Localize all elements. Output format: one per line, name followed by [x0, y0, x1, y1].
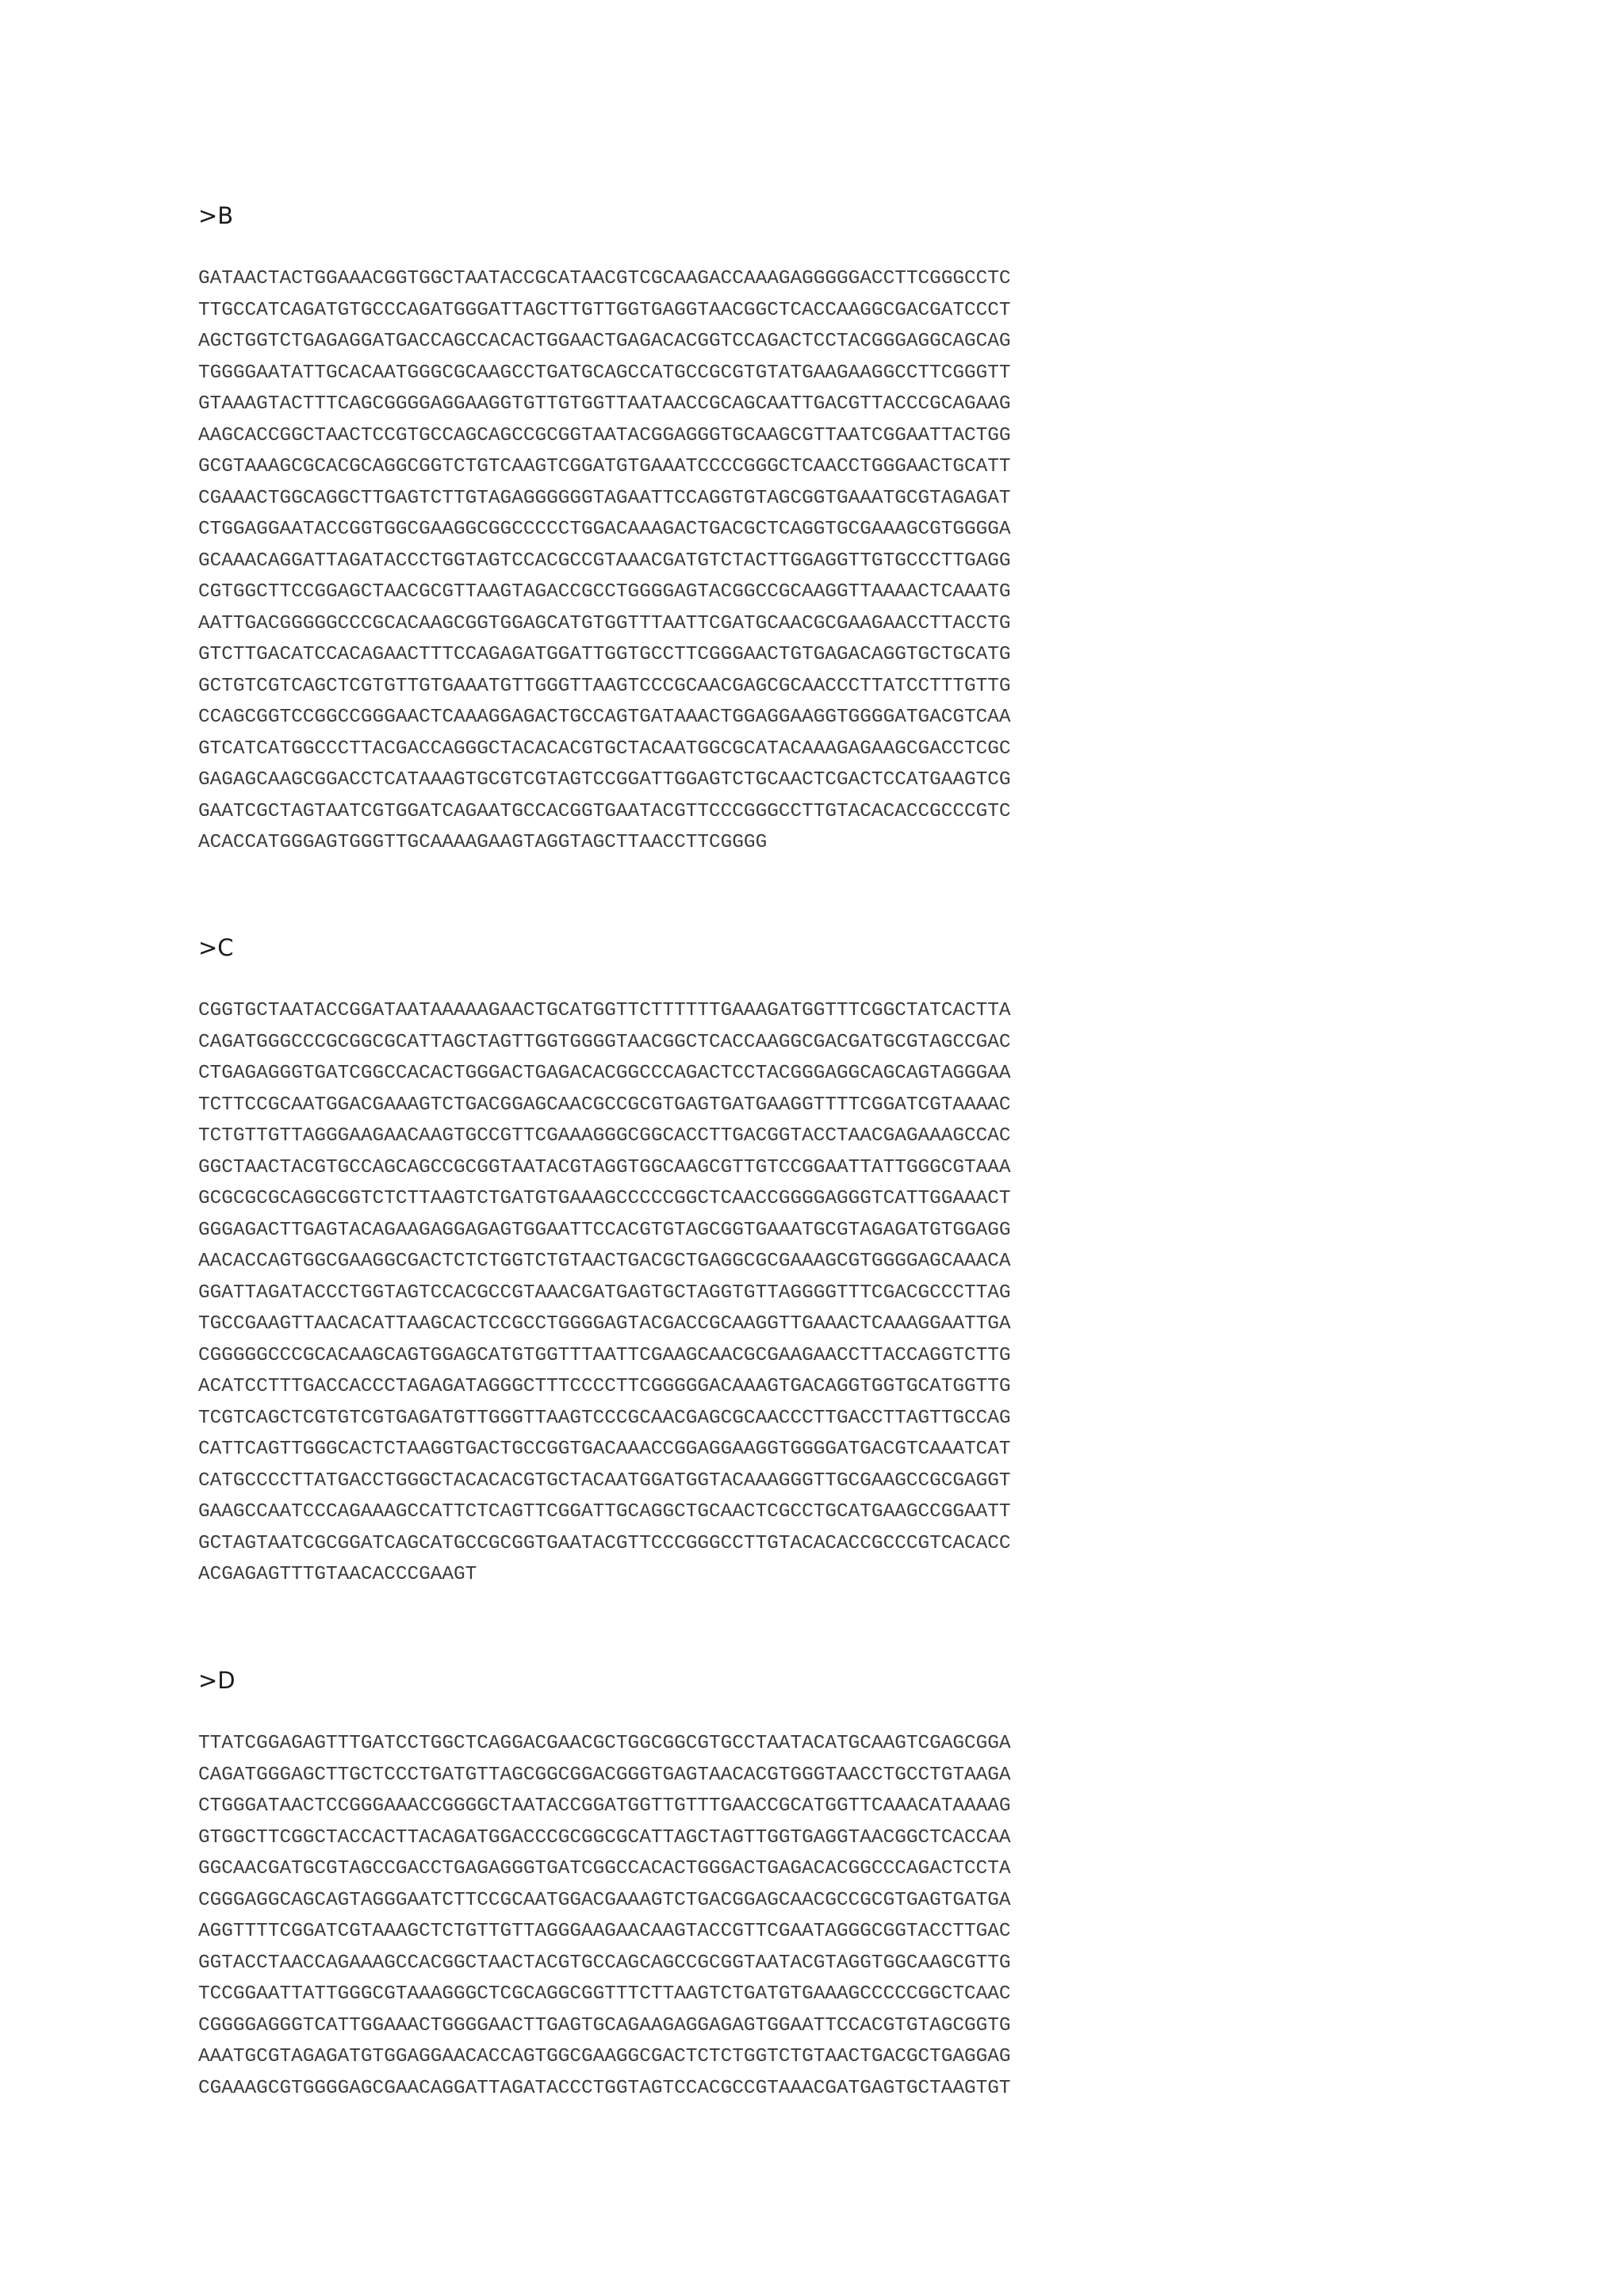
sequence-line: AAGCACCGGCTAACTCCGTGCCAGCAGCCGCGGTAATACGGAGGGTGCAAGCGTTAATCGGAATTACTGG	[198, 424, 1011, 446]
sequence-line: GGGAGACTTGAGTACAGAAGAGGAGAGTGGAATTCCACGTGTAGCGGTGAAATGCGTAGAGATGTGGAGG	[198, 1219, 1011, 1241]
sequence-header: >D	[198, 1667, 236, 1694]
sequence-line: ACATCCTTTGACCACCCTAGAGATAGGGCTTTCCCCTTCGGGGGACAAAGTGACAGGTGGTGCATGGTTG	[198, 1376, 1011, 1397]
sequence-line: TCCGGAATTATTGGGCGTAAAGGGCTCGCAGGCGGTTTCTTAAGTCTGATGTGAAAGCCCCCGGCTCAAC	[198, 1983, 1011, 2005]
sequence-line: GAAGCCAATCCCAGAAAGCCATTCTCAGTTCGGATTGCAGGCTGCAACTCGCCTGCATGAAGCCGGAATT	[198, 1501, 1011, 1523]
sequence-line: GCTGTCGTCAGCTCGTGTTGTGAAATGTTGGGTTAAGTCCCGCAACGAGCGCAACCCTTATCCTTTGTTG	[198, 675, 1011, 697]
sequence-line: GAGAGCAAGCGGACCTCATAAAGTGCGTCGTAGTCCGGATTGGAGTCTGCAACTCGACTCCATGAAGTCG	[198, 769, 1011, 791]
sequence-line: GGTACCTAACCAGAAAGCCACGGCTAACTACGTGCCAGCAGCCGCGGTAATACGTAGGTGGCAAGCGTTG	[198, 1952, 1011, 1974]
sequence-line: TCGTCAGCTCGTGTCGTGAGATGTTGGGTTAAGTCCCGCAACGAGCGCAACCCTTGACCTTAGTTGCCAG	[198, 1407, 1011, 1429]
sequence-line: GGCAACGATGCGTAGCCGACCTGAGAGGGTGATCGGCCACACTGGGACTGAGACACGGCCCAGACTCCTA	[198, 1858, 1011, 1879]
sequence-line: GTCTTGACATCCACAGAACTTTCCAGAGATGGATTGGTGCCTTCGGGAACTGTGAGACAGGTGCTGCATG	[198, 644, 1011, 665]
sequence-line: AGGTTTTCGGATCGTAAAGCTCTGTTGTTAGGGAAGAACAAGTACCGTTCGAATAGGGCGGTACCTTGAC	[198, 1921, 1011, 1942]
sequence-line: GGCTAACTACGTGCCAGCAGCCGCGGTAATACGTAGGTGGCAAGCGTTGTCCGGAATTATTGGGCGTAAA	[198, 1156, 1011, 1178]
sequence-line: GCGCGCGCAGGCGGTCTCTTAAGTCTGATGTGAAAGCCCCCGGCTCAACCGGGGAGGGTCATTGGAAACT	[198, 1188, 1011, 1209]
sequence-line: CGGGAGGCAGCAGTAGGGAATCTTCCGCAATGGACGAAAGTCTGACGGAGCAACGCCGCGTGAGTGATGA	[198, 1889, 1011, 1911]
sequence-body	[198, 1728, 1435, 2104]
sequence-line: ACACCATGGGAGTGGGTTGCAAAAGAAGTAGGTAGCTTAACCTTCGGGG	[198, 832, 768, 853]
sequence-body	[198, 263, 1435, 859]
sequence-line: CCAGCGGTCCGGCCGGGAACTCAAAGGAGACTGCCAGTGATAAACTGGAGGAAGGTGGGGATGACGTCAA	[198, 707, 1011, 728]
sequence-line: GAATCGCTAGTAATCGTGGATCAGAATGCCACGGTGAATACGTTCCCGGGCCTTGTACACACCGCCCGTC	[198, 800, 1011, 822]
sequence-line: CGGTGCTAATACCGGATAATAAAAAGAACTGCATGGTTCTTTTTTGAAAGATGGTTTCGGCTATCACTTA	[198, 1000, 1011, 1021]
sequence-line: GCAAACAGGATTAGATACCCTGGTAGTCCACGCCGTAAACGATGTCTACTTGGAGGTTGTGCCCTTGAGG	[198, 550, 1011, 572]
sequence-line: GCTAGTAATCGCGGATCAGCATGCCGCGGTGAATACGTTCCCGGGCCTTGTACACACCGCCCGTCACACC	[198, 1532, 1011, 1554]
sequence-line: TTGCCATCAGATGTGCCCAGATGGGATTAGCTTGTTGGTGAGGTAACGGCTCACCAAGGCGACGATCCCT	[198, 299, 1011, 321]
sequence-line: TTATCGGAGAGTTTGATCCTGGCTCAGGACGAACGCTGGCGGCGTGCCTAATACATGCAAGTCGAGCGGA	[198, 1733, 1011, 1754]
sequence-line: GATAACTACTGGAAACGGTGGCTAATACCGCATAACGTCGCAAGACCAAAGAGGGGGACCTTCGGGCCTC	[198, 268, 1011, 289]
sequence-line: TCTGTTGTTAGGGAAGAACAAGTGCCGTTCGAAAGGGCGGCACCTTGACGGTACCTAACGAGAAAGCCAC	[198, 1125, 1011, 1147]
sequence-body	[198, 995, 1435, 1591]
sequence-line: CGGGGAGGGTCATTGGAAACTGGGGAACTTGAGTGCAGAAGAGGAGAGTGGAATTCCACGTGTAGCGGTG	[198, 2014, 1011, 2036]
sequence-line: ACGAGAGTTTGTAACACCCGAAGT	[198, 1564, 477, 1585]
sequence-line: CTGAGAGGGTGATCGGCCACACTGGGACTGAGACACGGCCCAGACTCCTACGGGAGGCAGCAGTAGGGAA	[198, 1063, 1011, 1084]
sequence-line: AATTGACGGGGGCCCGCACAAGCGGTGGAGCATGTGGTTTAATTCGATGCAACGCGAAGAACCTTACCTG	[198, 612, 1011, 634]
sequence-line: AACACCAGTGGCGAAGGCGACTCTCTGGTCTGTAACTGACGCTGAGGCGCGAAAGCGTGGGGAGCAAACA	[198, 1251, 1011, 1272]
sequence-block-d	[198, 1665, 1435, 2104]
sequence-line: CAGATGGGAGCTTGCTCCCTGATGTTAGCGGCGGACGGGTGAGTAACACGTGGGTAACCTGCCTGTAAGA	[198, 1764, 1011, 1786]
sequence-block-c	[198, 932, 1435, 1591]
sequence-line: GTGGCTTCGGCTACCACTTACAGATGGACCCGCGGCGCATTAGCTAGTTGGTGAGGTAACGGCTCACCAA	[198, 1826, 1011, 1849]
sequence-line: CGTGGCTTCCGGAGCTAACGCGTTAAGTAGACCGCCTGGGGAGTACGGCCGCAAGGTTAAAACTCAAATG	[198, 581, 1011, 603]
sequence-line: CAGATGGGCCCGCGGCGCATTAGCTAGTTGGTGGGGTAACGGCTCACCAAGGCGACGATGCGTAGCCGAC	[198, 1031, 1011, 1053]
sequence-line: TCTTCCGCAATGGACGAAAGTCTGACGGAGCAACGCCGCGTGAGTGATGAAGGTTTTCGGATCGTAAAAC	[198, 1094, 1011, 1116]
sequence-line: CATGCCCCTTATGACCTGGGCTACACACGTGCTACAATGGATGGTACAAAGGGTTGCGAAGCCGCGAGGT	[198, 1469, 1011, 1492]
sequence-line: GCGTAAAGCGCACGCAGGCGGTCTGTCAAGTCGGATGTGAAATCCCCGGGCTCAACCTGGGAACTGCATT	[198, 456, 1011, 477]
sequence-line: GTCATCATGGCCCTTACGACCAGGGCTACACACGTGCTACAATGGCGCATACAAAGAGAAGCGACCTCGC	[198, 738, 1011, 760]
sequence-line: CGGGGGCCCGCACAAGCAGTGGAGCATGTGGTTTAATTCGAAGCAACGCGAAGAACCTTACCAGGTCTTG	[198, 1344, 1011, 1366]
sequence-header: >C	[198, 934, 234, 961]
sequence-line: CGAAAGCGTGGGGAGCGAACAGGATTAGATACCCTGGTAGTCCACGCCGTAAACGATGAGTGCTAAGTGT	[198, 2077, 1011, 2099]
sequence-line: CATTCAGTTGGGCACTCTAAGGTGACTGCCGGTGACAAACCGGAGGAAGGTGGGGATGACGTCAAATCAT	[198, 1439, 1011, 1460]
sequence-line: AAATGCGTAGAGATGTGGAGGAACACCAGTGGCGAAGGCGACTCTCTGGTCTGTAACTGACGCTGAGGAG	[198, 2046, 1011, 2067]
sequence-line: GTAAAGTACTTTCAGCGGGGAGGAAGGTGTTGTGGTTAATAACCGCAGCAATTGACGTTACCCGCAGAAG	[198, 393, 1011, 415]
sequence-line: AGCTGGTCTGAGAGGATGACCAGCCACACTGGAACTGAGACACGGTCCAGACTCCTACGGGAGGCAGCAG	[198, 331, 1011, 352]
sequence-line: CGAAACTGGCAGGCTTGAGTCTTGTAGAGGGGGGTAGAATTCCAGGTGTAGCGGTGAAATGCGTAGAGAT	[198, 487, 1011, 509]
sequence-line: TGGGGAATATTGCACAATGGGCGCAAGCCTGATGCAGCCATGCCGCGTGTATGAAGAAGGCCTTCGGGTT	[198, 362, 1011, 384]
sequence-block-b	[198, 200, 1435, 859]
sequence-line: CTGGGATAACTCCGGGAAACCGGGGCTAATACCGGATGGTTGTTTGAACCGCATGGTTCAAACATAAAAG	[198, 1795, 1011, 1817]
sequence-line: CTGGAGGAATACCGGTGGCGAAGGCGGCCCCCTGGACAAAGACTGACGCTCAGGTGCGAAAGCGTGGGGA	[198, 519, 1011, 540]
sequence-line: TGCCGAAGTTAACACATTAAGCACTCCGCCTGGGGAGTACGACCGCAAGGTTGAAACTCAAAGGAATTGA	[198, 1313, 1011, 1335]
sequence-header: >B	[198, 202, 234, 229]
sequence-line: GGATTAGATACCCTGGTAGTCCACGCCGTAAACGATGAGTGCTAGGTGTTAGGGGTTTCGACGCCCTTAG	[198, 1282, 1011, 1304]
